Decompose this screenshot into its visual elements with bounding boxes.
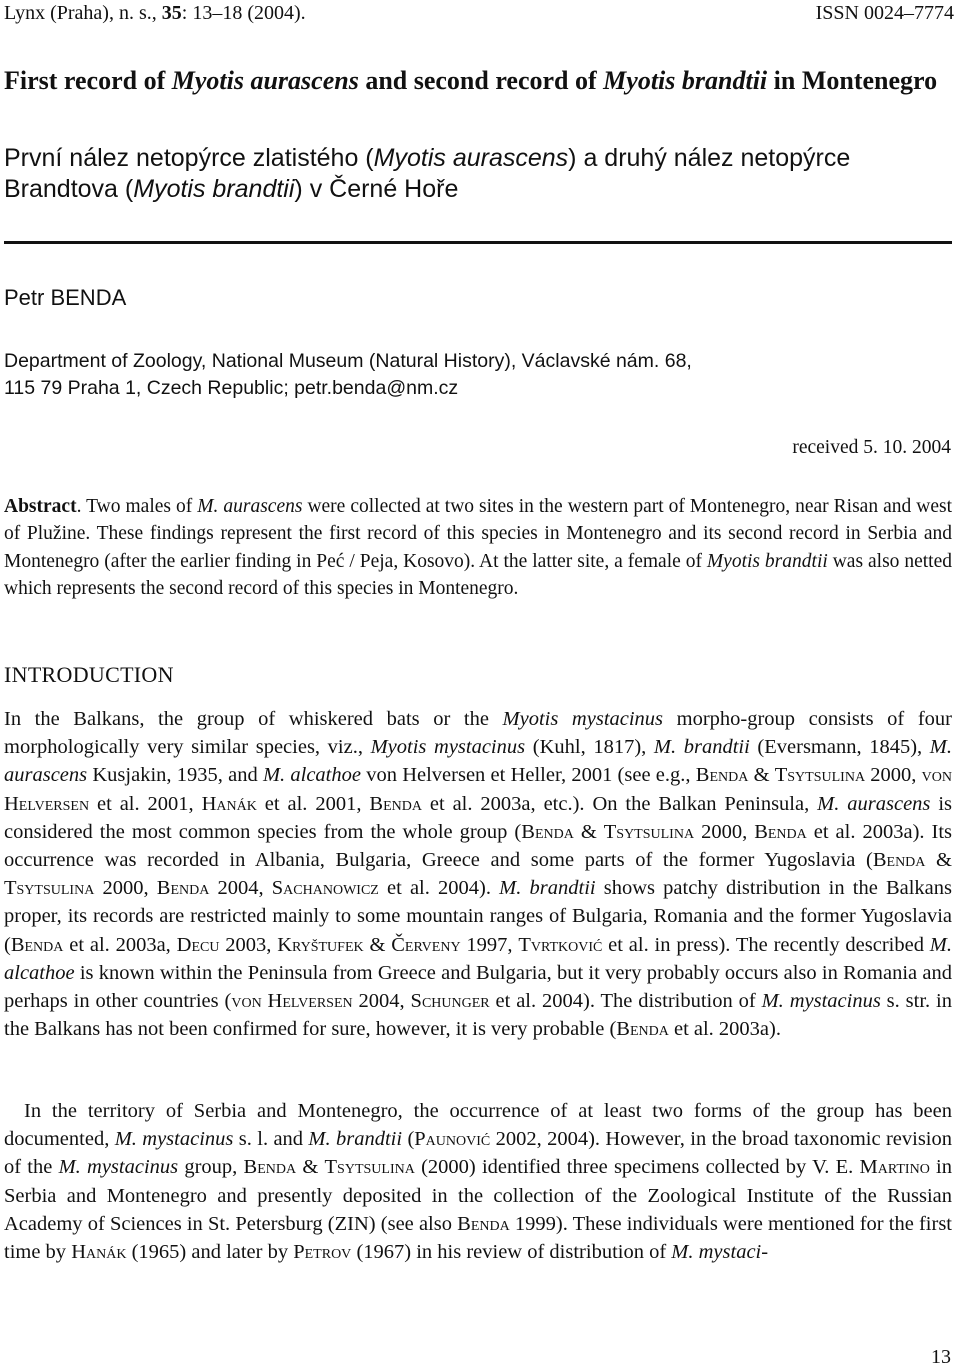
body-text: is considered the most common species from the whole group (	[4, 792, 953, 843]
abstract-text: were collected at two sites in the western part of Montenegro, near Risan and west of Plužine. These findings represent the first record of this species in Montenegro and its second record in Serbia and Montenegro (after the earlier finding in Peć / Peja, Kosovo). At the latter site, a female of	[4, 496, 952, 572]
body-text: In the Balkans, the group of whiskered bats or the	[4, 708, 503, 730]
body-text: 2002, 2004). However, in the broad taxonomic revision of the	[4, 1128, 952, 1179]
cited-author: Decu	[176, 933, 220, 956]
body-text: et al. 2004). The distribution of	[489, 990, 762, 1013]
cited-author: Benda	[695, 764, 749, 787]
cited-author: Paunović	[414, 1128, 491, 1151]
cited-author: Martino	[859, 1156, 930, 1179]
affiliation-line: 115 79 Praha 1, Czech Republic; petr.benda@nm.cz	[4, 377, 459, 399]
body-text: &	[748, 764, 775, 787]
article-title	[4, 64, 956, 98]
species-name: M. aurascens	[197, 496, 303, 517]
page-number: 13	[931, 1346, 951, 1368]
cited-author: Kryštufek	[277, 933, 364, 956]
body-text: et al. 2003a,	[63, 933, 177, 956]
title-cz-text: ) v Černé Hoře	[294, 175, 459, 203]
abstract-text: was also netted which represents the second record of this species in Montenegro.	[4, 550, 952, 599]
species-name: M. mystaci-	[671, 1241, 769, 1264]
issn: ISSN 0024–7774	[815, 2, 954, 24]
body-text: (Kuhl, 1817),	[525, 736, 654, 759]
cited-author: Benda	[10, 933, 64, 956]
cited-author: von Helversen	[231, 990, 353, 1013]
title-cz-text: První nález netopýrce zlatistého (	[4, 144, 374, 172]
body-text: s. str. in the Balkans has not been confirmed for sure, however, it is very probable (	[4, 990, 952, 1041]
cited-author: Benda	[457, 1212, 510, 1235]
cited-author: Benda	[754, 820, 807, 843]
body-text: &	[296, 1156, 325, 1179]
title-cz-text: ) a druhý nález netopýrce Brandtova (	[4, 144, 851, 203]
body-text: morpho-group consists of four morphologically very similar species, viz.,	[4, 708, 952, 759]
body-text: et al. 2003a, etc.). On the Balkan Peninsula,	[421, 792, 818, 815]
cited-author: Červeny	[391, 933, 461, 956]
body-text: (1967) in his review of distribution of	[351, 1241, 672, 1264]
species-name: Myotis brandtii	[706, 550, 828, 572]
species-name: M. aurascens	[4, 736, 952, 787]
species-name: M. brandtii	[653, 736, 750, 759]
cited-author: Tsytsulina	[603, 820, 695, 843]
title-species: Myotis brandtii	[603, 66, 768, 95]
cited-author: Tvrtković	[518, 933, 603, 956]
body-text: &	[925, 849, 952, 872]
body-text: (	[402, 1128, 415, 1151]
affiliation-line: Department of Zoology, National Museum (Natural History), Václavské nám. 68,	[4, 350, 692, 372]
species-name: M. mystacinus	[761, 990, 881, 1013]
cited-author: Sachanowicz	[271, 877, 379, 900]
abstract	[4, 493, 952, 602]
section-heading: INTRODUCTION	[4, 662, 174, 687]
cited-author: Petrov	[293, 1241, 352, 1264]
body-text: 2004,	[209, 877, 272, 900]
body-text: shows patchy distribution in the Balkans proper, its records are restricted mainly to some mountain ranges of Bulgaria, Romania and the former Yugoslavia (	[4, 877, 953, 956]
journal-header	[4, 0, 954, 26]
body-text: 1999). These individuals were mentioned for the first time by	[4, 1212, 952, 1264]
body-text: 2004,	[352, 990, 411, 1013]
body-text: et al. 2003a).	[668, 1018, 781, 1041]
abstract-label: Abstract	[4, 496, 77, 517]
body-text: et al. 2001,	[89, 792, 202, 815]
cited-author: Benda	[616, 1018, 669, 1041]
cited-author: Tsytsulina	[324, 1156, 415, 1179]
title-text: First record of	[4, 66, 172, 95]
body-text: in Serbia and Montenegro and presently deposited in the collection of the Zoological Institute of the Russian Academy of Sciences in St. Petersburg (ZIN) (see also	[4, 1156, 953, 1235]
body-text: et al. in press). The recently described	[602, 933, 930, 956]
body-text: s. l. and	[233, 1128, 309, 1151]
body-paragraph	[4, 1097, 952, 1266]
species-name: M. brandtii	[499, 877, 596, 900]
species-name: M. mystacinus	[114, 1128, 234, 1151]
journal-volume: 35	[161, 2, 182, 24]
title-text: and second record of	[358, 66, 604, 95]
cited-author: Benda	[369, 792, 422, 815]
title-rule	[4, 241, 952, 244]
body-text: group,	[178, 1156, 244, 1179]
title-species: Myotis aurascens	[171, 66, 359, 95]
body-text: 1997,	[460, 933, 519, 956]
body-text: 2000,	[694, 820, 755, 843]
cited-author: Hanák	[71, 1241, 127, 1264]
body-text: Kusjakin, 1935, and	[87, 764, 263, 787]
body-text: (2000) identified three specimens collected by V. E.	[414, 1156, 860, 1179]
cited-author: Benda	[243, 1156, 297, 1179]
body-text: et al. 2001,	[256, 792, 370, 815]
species-name: M. alcathoe	[4, 933, 952, 984]
body-text: 2000,	[865, 764, 922, 787]
body-text: et al. 2004).	[378, 877, 500, 900]
body-paragraph	[4, 705, 952, 1043]
author-affiliation	[4, 348, 904, 402]
cited-author: Schunger	[410, 990, 490, 1013]
body-text: &	[363, 933, 392, 956]
species-name: Myotis mystacinus	[370, 736, 526, 759]
species-name: M. aurascens	[817, 792, 931, 815]
title-text: in Montenegro	[767, 66, 938, 95]
species-name: M. mystacinus	[58, 1156, 179, 1179]
cited-author: Tsytsulina	[4, 877, 95, 900]
body-text: (1965) and later by	[126, 1241, 294, 1264]
body-text: &	[573, 820, 604, 843]
body-text: 2003,	[219, 933, 278, 956]
cited-author: Hanák	[201, 792, 257, 815]
species-name: M. alcathoe	[262, 764, 361, 787]
journal-pages: : 13–18 (2004).	[181, 2, 306, 24]
species-name: Myotis mystacinus	[502, 708, 664, 730]
article-title-czech	[4, 143, 956, 205]
title-cz-species: Myotis aurascens	[373, 144, 569, 172]
received-date: received 5. 10. 2004	[792, 437, 951, 458]
body-text: (Eversmann, 1845),	[749, 736, 930, 759]
cited-author: Benda	[156, 877, 210, 900]
body-text: In the territory of Serbia and Montenegro, the occurrence of at least two forms of the group has been documented,	[4, 1100, 952, 1151]
body-text: 2000,	[94, 877, 157, 900]
journal-name: Lynx (Praha), n. s.,	[4, 2, 162, 24]
cited-author: von Helversen	[4, 764, 952, 815]
cited-author: Benda	[872, 849, 926, 872]
abstract-text: . Two males of	[76, 496, 198, 517]
title-cz-species: Myotis brandtii	[133, 175, 295, 203]
body-text: is known within the Peninsula from Greece and Bulgaria, but it very probably occurs also in Romania and perhaps in other countries (	[4, 961, 952, 1013]
cited-author: Benda	[521, 820, 574, 843]
author-name: Petr BENDA	[4, 285, 127, 310]
body-text: et al. 2003a). Its occurrence was recorded in Albania, Bulgaria, Greece and some parts of the former Yugoslavia (	[4, 820, 953, 872]
body-text: von Helversen et Heller, 2001 (see e.g.,	[360, 764, 696, 787]
cited-author: Tsytsulina	[774, 764, 866, 787]
species-name: M. brandtii	[308, 1128, 403, 1151]
